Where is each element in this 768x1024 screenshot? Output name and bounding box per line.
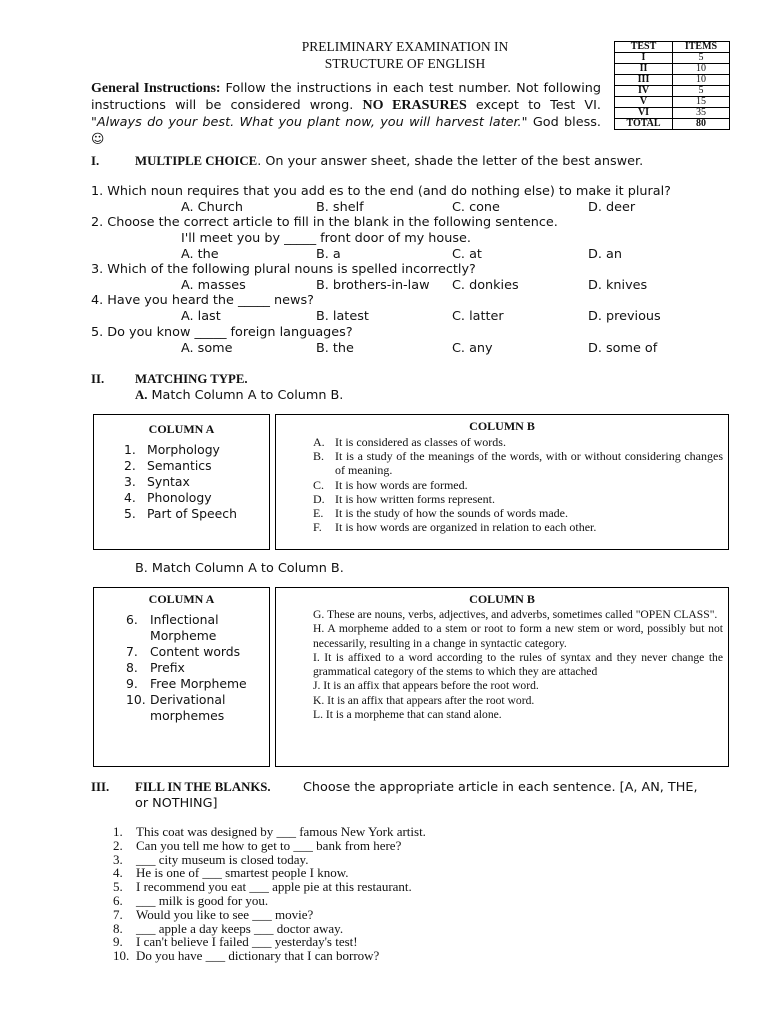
score-col-items: ITEMS xyxy=(673,42,730,53)
matching-part-a-instruction xyxy=(135,388,343,403)
item-letter: C. xyxy=(313,477,325,492)
question-3: 3. Which of the following plural nouns is spelled incorrectly? xyxy=(91,262,476,277)
item-number: 3. xyxy=(124,474,136,489)
instructions-text1: Follow the instructions in each test number. Not following instructions will be considered wrong. xyxy=(91,81,602,113)
section-1-number: I. xyxy=(91,154,100,168)
section-2-number: II. xyxy=(91,372,105,386)
item-number: 7. xyxy=(126,644,138,659)
score-row xyxy=(615,53,730,64)
item-text: Inflectional Morpheme xyxy=(150,612,219,643)
list-item xyxy=(113,908,426,922)
item-letter: A. xyxy=(313,435,325,449)
instructions-label: General Instructions: xyxy=(91,81,221,96)
list-item xyxy=(113,866,426,880)
list-item xyxy=(113,922,426,936)
list-item xyxy=(113,853,426,867)
list-item xyxy=(113,825,426,839)
item-text: I recommend you eat ___ apple pie at this restaurant. xyxy=(136,879,412,895)
item-letter: B. xyxy=(313,449,325,464)
score-items: 5 xyxy=(673,53,730,64)
section-3-title: FILL IN THE BLANKS. xyxy=(135,780,271,794)
score-items: 5 xyxy=(673,86,730,97)
section-3-heading xyxy=(91,780,731,814)
option-a: A. some xyxy=(181,341,233,356)
option-a: A. last xyxy=(181,309,221,324)
item-number: 6. xyxy=(126,612,138,627)
general-instructions xyxy=(91,80,601,148)
list-item xyxy=(126,644,269,660)
item-number: 3. xyxy=(113,851,123,867)
item-text: I can't believe I failed ___ yesterday's test! xyxy=(136,934,358,950)
option-a: A. Church xyxy=(181,200,243,215)
score-total-label: TOTAL xyxy=(615,119,673,130)
list-item xyxy=(124,506,269,522)
list-item xyxy=(124,490,269,506)
score-row xyxy=(615,97,730,108)
column-a-heading: COLUMN A xyxy=(148,422,215,436)
item-text: Can you tell me how to get to ___ bank from here? xyxy=(136,837,402,853)
option-b: B. brothers-in-law xyxy=(316,278,430,293)
item-letter: F. xyxy=(313,520,322,535)
matching-part-b-instruction: B. Match Column A to Column B. xyxy=(135,561,344,576)
item-text: It is how written forms represent. xyxy=(335,491,495,506)
column-a-list xyxy=(126,612,269,724)
column-b-list xyxy=(313,608,723,722)
item-number: 4. xyxy=(113,865,123,881)
score-items: 15 xyxy=(673,97,730,108)
matching-a-column-a xyxy=(93,414,270,550)
matching-a-column-b xyxy=(275,414,729,550)
item-text: ___ apple a day keeps ___ doctor away. xyxy=(136,920,344,936)
option-c: C. cone xyxy=(452,200,500,215)
option-d: D. an xyxy=(588,247,622,262)
item-text: ___ city museum is closed today. xyxy=(136,851,309,867)
score-table-header xyxy=(615,42,730,53)
item-text: Morphology xyxy=(147,442,220,457)
score-row xyxy=(615,108,730,119)
item-number: 6. xyxy=(113,892,123,908)
item-letter: D. xyxy=(313,491,325,506)
item-text: Would you like to see ___ movie? xyxy=(136,906,314,922)
list-item xyxy=(313,506,723,520)
list-item xyxy=(126,660,269,676)
option-d: D. deer xyxy=(588,200,636,215)
item-number: 8. xyxy=(113,920,123,936)
item-text: Derivational morphemes xyxy=(150,692,226,723)
item-text: This coat was designed by ___ famous New York artist. xyxy=(136,824,426,839)
list-item xyxy=(124,474,269,490)
column-b-heading: COLUMN B xyxy=(469,419,535,433)
option-a: A. masses xyxy=(181,278,246,293)
item-text: Free Morpheme xyxy=(150,676,247,691)
exam-title xyxy=(240,38,570,72)
list-item xyxy=(126,692,269,724)
question-2: 2. Choose the correct article to fill in the blank in the following sentence. xyxy=(91,215,558,230)
column-a-list xyxy=(124,442,269,522)
item-text: It is considered as classes of words. xyxy=(335,435,506,449)
item-text: Part of Speech xyxy=(147,506,237,521)
item-text: It is a study of the meanings of the words, with or without considering changes of meaning. xyxy=(335,449,723,478)
list-item xyxy=(313,449,723,477)
item-text: Content words xyxy=(150,644,241,659)
list-item xyxy=(126,676,269,692)
item-text: Prefix xyxy=(150,660,185,675)
list-item xyxy=(126,612,269,644)
list-item xyxy=(113,949,426,963)
item-number: 5. xyxy=(113,879,123,895)
score-row xyxy=(615,75,730,86)
item-number: 2. xyxy=(124,458,136,473)
item-text: It is how words are organized in relation to each other. xyxy=(335,520,597,535)
option-c: C. latter xyxy=(452,309,504,324)
list-item xyxy=(313,492,723,506)
score-row xyxy=(615,86,730,97)
score-test: IV xyxy=(615,86,673,97)
item-text: Do you have ___ dictionary that I can borrow? xyxy=(136,948,380,964)
score-test: III xyxy=(615,75,673,86)
instructions-quote: "Always do your best. What you plant now, you will harvest later." xyxy=(91,115,528,130)
item-number: 8. xyxy=(126,660,138,675)
item-number: 10. xyxy=(126,692,146,707)
section-1-heading xyxy=(91,154,711,172)
list-item xyxy=(113,935,426,949)
option-c: C. donkies xyxy=(452,278,519,293)
question-1: 1. Which noun requires that you add es to the end (and do nothing else) to make it plural? xyxy=(91,184,671,199)
item-number: 4. xyxy=(124,490,136,505)
list-item: L. It is a morpheme that can stand alone. xyxy=(313,708,502,722)
instructions-text2: except to Test VI. xyxy=(466,98,601,113)
instructions-no-erasures: NO ERASURES xyxy=(362,98,467,113)
matching-part-a-text: Match Column A to Column B. xyxy=(147,388,344,403)
question-5: 5. Do you know _____ foreign languages? xyxy=(91,325,353,340)
option-b: B. the xyxy=(316,341,354,356)
score-test: I xyxy=(615,53,673,64)
option-c: C. any xyxy=(452,341,493,356)
score-total-row xyxy=(615,119,730,130)
option-d: D. knives xyxy=(588,278,648,293)
section-2-title: MATCHING TYPE. xyxy=(135,372,248,386)
item-text: Semantics xyxy=(147,458,212,473)
item-number: 2. xyxy=(113,837,123,853)
item-number: 1. xyxy=(124,442,136,457)
item-text: Phonology xyxy=(147,490,212,505)
section-3-number: III. xyxy=(91,780,110,794)
item-text: He is one of ___ smartest people I know. xyxy=(136,865,349,881)
item-number: 9. xyxy=(126,676,138,691)
list-item: K. It is an affix that appears after the root word. xyxy=(313,693,535,707)
item-number: 9. xyxy=(113,934,123,950)
section-1-title: MULTIPLE CHOICE xyxy=(135,154,258,168)
list-item: J. It is an affix that appears before the root word. xyxy=(313,679,539,693)
list-item xyxy=(113,880,426,894)
question-2-sentence: I'll meet you by _____ front door of my house. xyxy=(181,231,471,246)
matching-part-a-label: A. xyxy=(135,388,148,402)
score-items: 10 xyxy=(673,75,730,86)
list-item xyxy=(113,894,426,908)
score-table xyxy=(614,41,730,130)
list-item xyxy=(313,435,723,449)
option-d: D. previous xyxy=(588,309,661,324)
score-row xyxy=(615,64,730,75)
item-number: 5. xyxy=(124,506,136,521)
score-test: V xyxy=(615,97,673,108)
item-number: 7. xyxy=(113,906,123,922)
section-3-instruction-line2: or NOTHING] xyxy=(135,796,218,811)
option-c: C. at xyxy=(452,247,482,262)
list-item: I. It is affixed to a word according to the rules of syntax and they never change the grammatical category of the stems to which they are attached xyxy=(313,650,723,679)
list-item: G. These are nouns, verbs, adjectives, and adverbs, sometimes called "OPEN CLASS". xyxy=(313,608,718,621)
score-test: II xyxy=(615,64,673,75)
list-item xyxy=(124,458,269,474)
score-items: 35 xyxy=(673,108,730,119)
section-1-instruction: . On your answer sheet, shade the letter of the best answer. xyxy=(257,154,644,169)
matching-b-column-b xyxy=(275,587,729,767)
score-test: VI xyxy=(615,108,673,119)
option-b: B. latest xyxy=(316,309,369,324)
list-item xyxy=(313,478,723,492)
score-col-test: TEST xyxy=(615,42,673,53)
item-text: It is the study of how the sounds of words made. xyxy=(335,506,568,521)
list-item: H. A morpheme added to a stem or root to form a new stem or word, possibly but not necessarily, resulting in a change in syntactic category. xyxy=(313,622,723,650)
option-b: B. shelf xyxy=(316,200,364,215)
question-4: 4. Have you heard the _____ news? xyxy=(91,293,314,308)
column-a-heading: COLUMN A xyxy=(148,592,215,606)
list-item xyxy=(124,442,269,458)
instructions-text3: God bless. ☺ xyxy=(91,115,601,147)
option-b: B. a xyxy=(316,247,341,262)
item-text: ___ milk is good for you. xyxy=(136,892,269,908)
item-text: Syntax xyxy=(147,474,190,489)
list-item xyxy=(313,520,723,534)
option-a: A. the xyxy=(181,247,219,262)
exam-title-line2: STRUCTURE OF ENGLISH xyxy=(324,56,486,71)
score-total-value: 80 xyxy=(673,119,730,130)
exam-title-line1: PRELIMINARY EXAMINATION IN xyxy=(301,39,509,54)
option-d: D. some of xyxy=(588,341,658,356)
column-b-list xyxy=(313,435,723,534)
item-letter: E. xyxy=(313,506,324,521)
section-3-instruction-line1: Choose the appropriate article in each sentence. [A, AN, THE, xyxy=(303,780,698,795)
score-items: 10 xyxy=(673,64,730,75)
list-item xyxy=(113,839,426,853)
item-number: 10. xyxy=(113,948,130,964)
item-number: 1. xyxy=(113,824,123,839)
matching-b-column-a xyxy=(93,587,270,767)
column-b-heading: COLUMN B xyxy=(469,592,535,606)
item-text: It is how words are formed. xyxy=(335,477,468,492)
fill-in-list xyxy=(113,825,426,963)
